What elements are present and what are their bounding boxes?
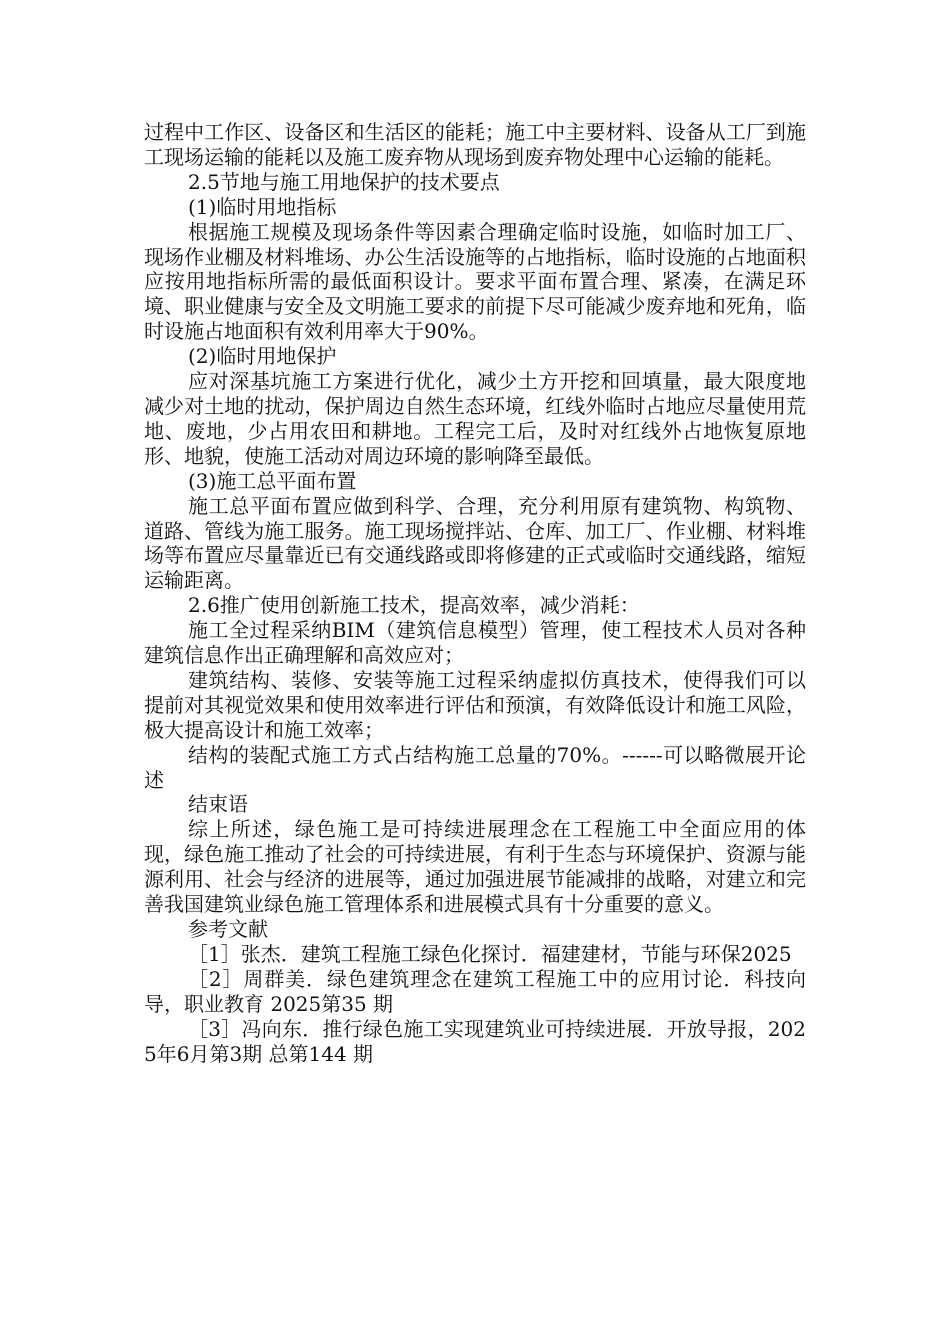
reference-item-2: ［2］周群美．绿色建筑理念在建筑工程施工中的应用讨论．科技向导，职业教育 2025第35 期: [144, 966, 806, 1016]
document-page: [144, 120, 806, 1066]
heading-references: 参考文献: [188, 917, 268, 941]
body-paragraph-site-layout: 施工总平面布置应做到科学、合理，充分利用原有建筑物、构筑物、道路、管线为施工服务。施工现场搅拌站、仓库、加工厂、作业棚、材料堆场等布置应尽量靠近已有交通线路或即将修建的正式或临时交通线路，缩短运输距离。: [144, 493, 806, 593]
body-paragraph-temporary-land-protection: 应对深基坑施工方案进行优化，减少土方开挖和回填量，最大限度地减少对土地的扰动，保护周边自然生态环境，红线外临时占地应尽量使用荒地、废地，少占用农田和耕地。工程完工后，及时对红线外占地恢复原地形、地貌，使施工活动对周边环境的影响降至最低。: [144, 369, 806, 468]
heading-conclusion: 结束语: [188, 792, 248, 817]
subheading-temporary-land-index: (1)临时用地指标: [188, 194, 337, 219]
reference-item-3: ［3］冯向东．推行绿色施工实现建筑业可持续进展．开放导报，2025年6月第3期 总第144 期: [144, 1016, 806, 1066]
body-paragraph-energy: 过程中工作区、设备区和生活区的能耗；施工中主要材料、设备从工厂到施工现场运输的能耗以及施工废弃物从现场到废弃物处理中心运输的能耗。: [144, 120, 806, 169]
body-paragraph-simulation: 建筑结构、装修、安装等施工过程采纳虚拟仿真技术，使得我们可以提前对其视觉效果和使用效率进行评估和预演，有效降低设计和施工风险，极大提高设计和施工效率；: [144, 667, 806, 742]
body-paragraph-prefabrication: 结构的装配式施工方式占结构施工总量的70%。------可以略微展开论述: [144, 742, 806, 792]
subheading-temporary-land-protection: (2)临时用地保护: [188, 344, 337, 369]
section-heading-2-5: 2.5节地与施工用地保护的技术要点: [188, 169, 500, 194]
reference-item-1: ［1］张杰．建筑工程施工绿色化探讨．福建建材，节能与环保2025: [188, 941, 792, 966]
subheading-site-layout: (3)施工总平面布置: [188, 468, 357, 493]
body-paragraph-conclusion: 综上所述，绿色施工是可持续进展理念在工程施工中全面应用的体现，绿色施工推动了社会的可持续进展，有利于生态与环境保护、资源与能源利用、社会与经济的进展等，通过加强进展节能减排的战略，对建立和完善我国建筑业绿色施工管理体系和进展模式具有十分重要的意义。: [144, 817, 806, 917]
section-heading-2-6: 2.6推广使用创新施工技术，提高效率，减少消耗：: [188, 593, 640, 618]
body-paragraph-bim: 施工全过程采纳BIM（建筑信息模型）管理，使工程技术人员对各种建筑信息作出正确理解和高效应对；: [144, 618, 806, 668]
body-paragraph-temporary-land-index: 根据施工规模及现场条件等因素合理确定临时设施，如临时加工厂、现场作业棚及材料堆场、办公生活设施等的占地指标，临时设施的占地面积应按用地指标所需的最低面积设计。要求平面布置合理、紧凑，在满足环境、职业健康与安全及文明施工要求的前提下尽可能减少废弃地和死角，临时设施占地面积有效利用率大于90%。: [144, 219, 806, 344]
